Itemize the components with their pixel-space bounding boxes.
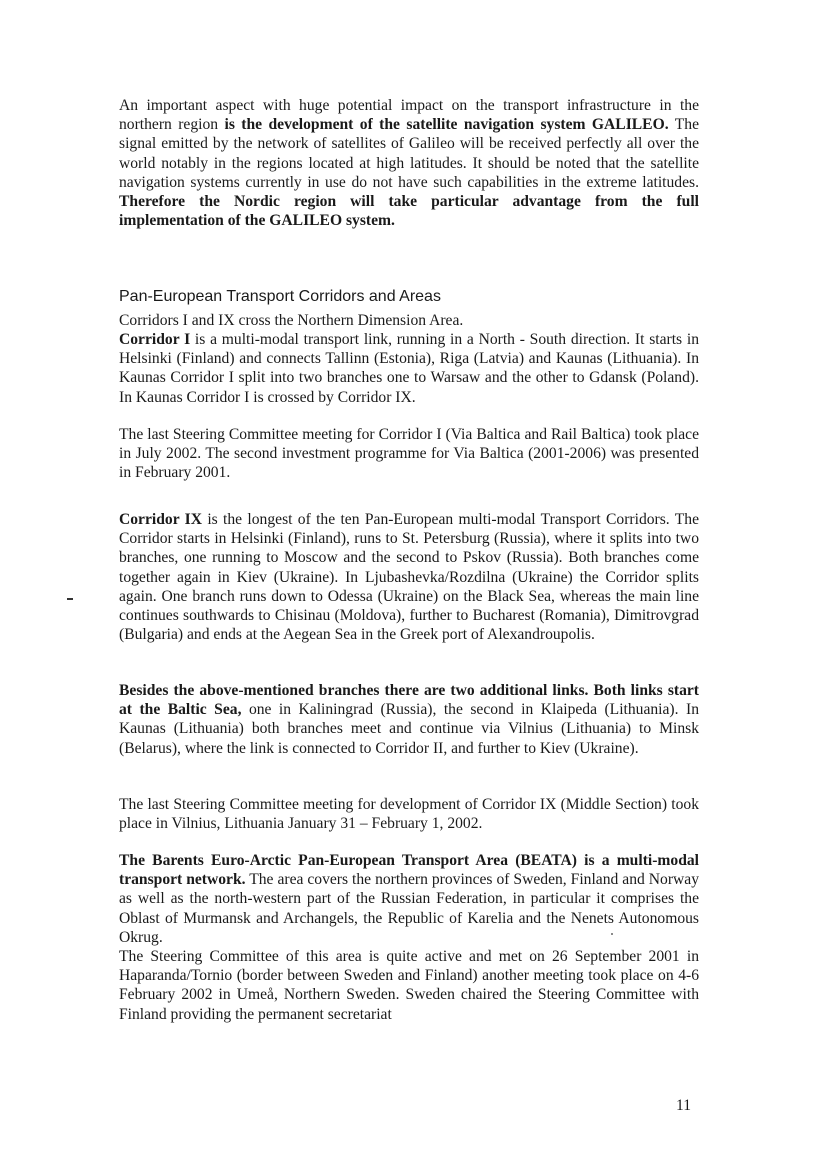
paragraph-bold-text: Corridor I <box>119 331 191 348</box>
paragraph-corridor-i <box>119 330 699 407</box>
paragraph-corridor-ix-committee: The last Steering Committee meeting for development of Corridor IX (Middle Section) took place in Vilnius, Lithuania January 31 – February 1, 2002. <box>119 796 699 833</box>
paragraph-text: The area covers the northern provinces of Sweden, Finland and Norway as well as the north-western part of the Russian Federation, in particular it comprises the Oblast of Murmansk and Archangels, the Republic of Karelia and the Nenets Autonomous Okrug. <box>119 871 699 946</box>
paragraph-text: one in Kaliningrad (Russia), the second in Klaipeda (Lithuania). In Kaunas (Lithuania) both branches meet and continue via Vilnius (Lithuania) to Minsk (Belarus), where the link is connected to Corridor II, and further to Kiev (Ukraine). <box>119 701 699 757</box>
page-number: 11 <box>676 1097 692 1114</box>
paragraph-text: An important aspect with huge potential impact on the transport infrastructure in the northern region <box>119 97 699 134</box>
paragraph-bold-text: Besides the above-mentioned branches there are two additional links. Both links start at the Baltic Sea, <box>119 682 699 719</box>
section-heading: Pan-European Transport Corridors and Areas <box>119 288 441 305</box>
scan-speck <box>611 933 613 935</box>
paragraph-corridor-ix <box>119 510 699 644</box>
paragraph-galileo <box>119 96 699 230</box>
paragraph-text: is a multi-modal transport link, running in a North - South direction. It starts in Helsinki (Finland) and connects Tallinn (Estonia), Riga (Latvia) and Kaunas (Lithuania). In Kaunas Corridor I split into two branches one to Warsaw and the other to Gdansk (Poland). In Kaunas Corridor I is crossed by Corridor IX. <box>119 331 699 406</box>
paragraph-bold-text: Corridor IX <box>119 511 202 528</box>
paragraph-bold-text: Therefore the Nordic region will take particular advantage from the full implementation of the GALILEO system. <box>119 193 699 230</box>
margin-mark <box>67 598 73 600</box>
paragraph-bold-text: is the development of the satellite navigation system GALILEO. <box>224 116 669 134</box>
paragraph-text: The signal emitted by the network of satellites of Galileo will be received perfectly all over the world notably in the regions located at high latitudes. It should be noted that the satellite navigation systems currently in use do not have such capabilities in the extreme latitudes. <box>119 116 699 191</box>
paragraph-corridors-intro: Corridors I and IX cross the Northern Dimension Area. <box>119 312 464 329</box>
paragraph-corridor-i-committee: The last Steering Committee meeting for Corridor I (Via Baltica and Rail Baltica) took place in July 2002. The second investment programme for Via Baltica (2001-2006) was presented in February 2001. <box>119 426 699 482</box>
paragraph-beata-committee: The Steering Committee of this area is quite active and met on 26 September 2001 in Haparanda/Tornio (border between Sweden and Finland) another meeting took place on 4-6 February 2002 in Umeå, Northern Sweden. Sweden chaired the Steering Committee with Finland providing the permanent secretariat <box>119 948 699 1023</box>
paragraph-text: is the longest of the ten Pan-European multi-modal Transport Corridors. The Corridor starts in Helsinki (Finland), runs to St. Petersburg (Russia), where it splits into two branches, one running to Moscow and the second to Pskov (Russia). Both branches come together again in Kiev (Ukraine). In Ljubashevka/Rozdilna (Ukraine) the Corridor splits again. One branch runs down to Odessa (Ukraine) on the Black Sea, whereas the main line continues southwards to Chisinau (Moldova), further to Bucharest (Romania), Dimitrovgrad (Bulgaria) and ends at the Aegean Sea in the Greek port of Alexandroupolis. <box>119 511 699 644</box>
paragraph-additional-links <box>119 681 699 758</box>
paragraph-bold-text: The Barents Euro-Arctic Pan-European Transport Area (BEATA) is a multi-modal transport network. <box>119 852 699 889</box>
